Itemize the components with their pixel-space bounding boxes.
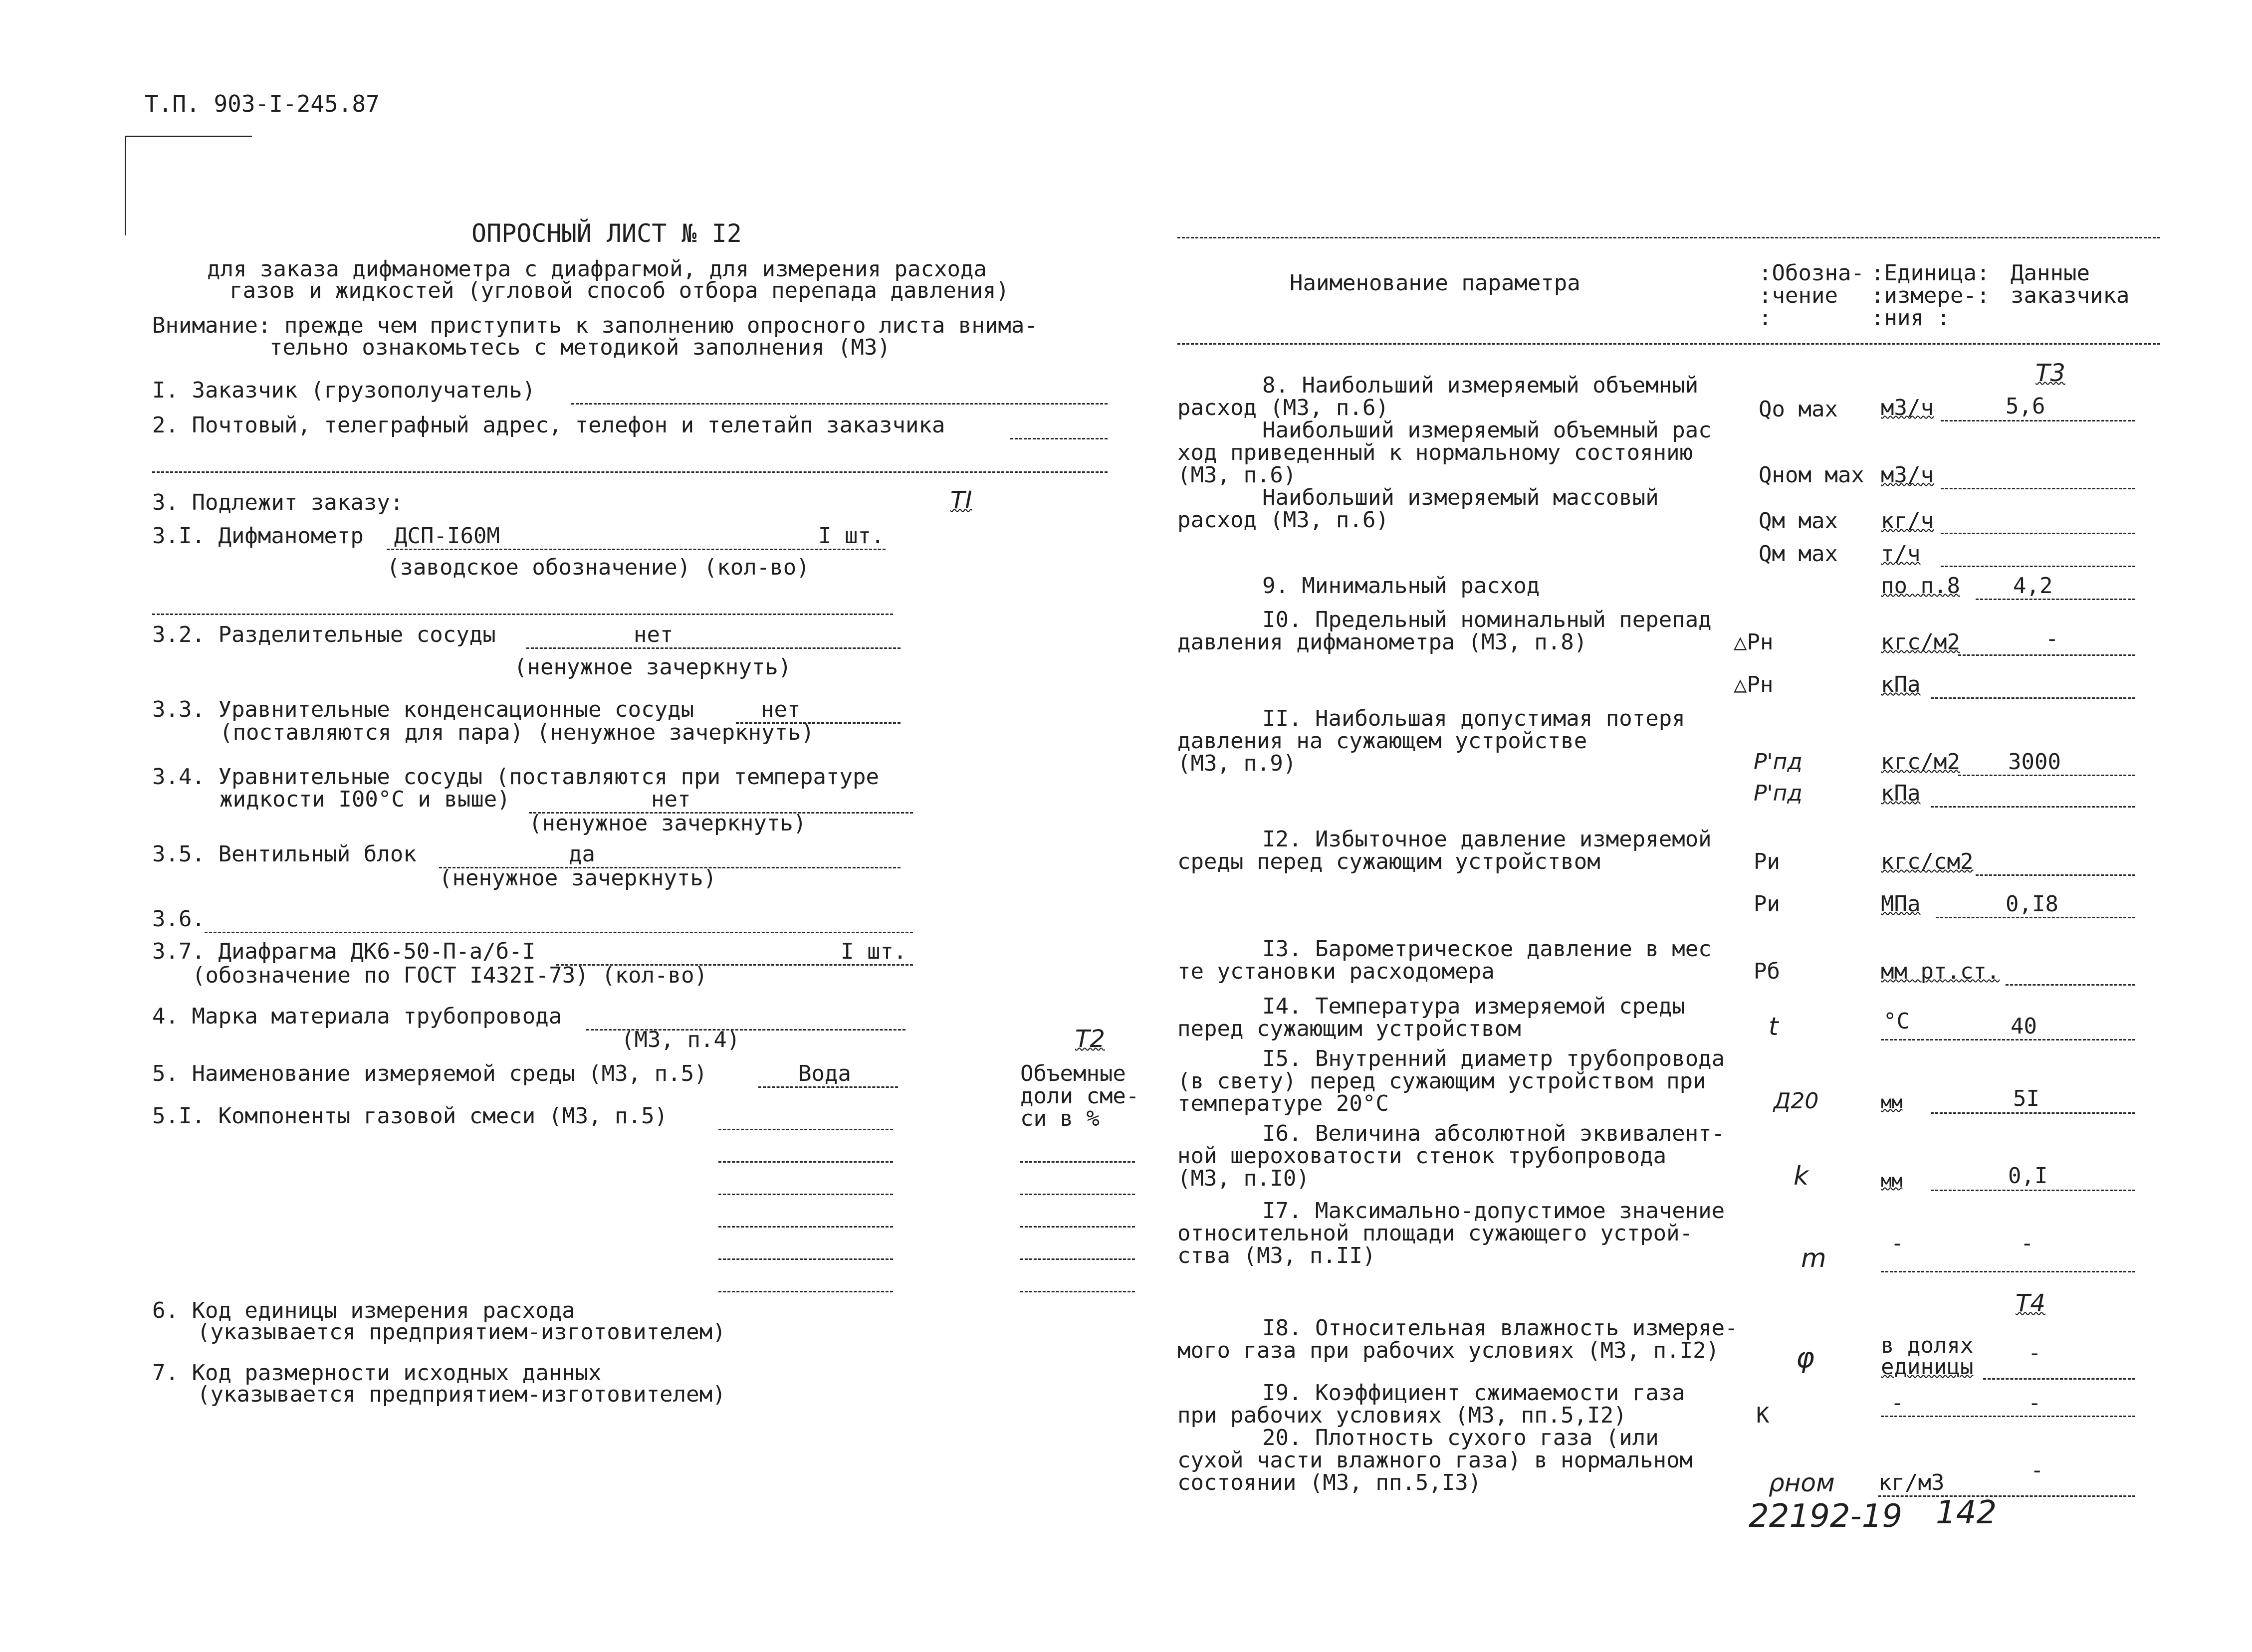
param-17-value: - (2021, 1231, 2034, 1256)
item-3-2-field[interactable] (526, 647, 901, 649)
param-8c-label: расход (МЗ, п.6) (1177, 507, 1389, 533)
param-19-symbol: К (1756, 1403, 1770, 1428)
param-11-symbol: P'пд (1754, 749, 1802, 775)
item-3-7-label: 3.7. Диафрагма ДК6-50-П-а/б-I (152, 939, 536, 964)
table-header-rule (1177, 343, 2160, 345)
param-10-field[interactable] (1958, 654, 2135, 656)
table-marker-t2: T2 (1075, 1025, 1105, 1053)
param-10-field-2[interactable] (1931, 697, 2135, 699)
param-17-label: ства (МЗ, п.II) (1177, 1243, 1376, 1268)
param-11-label: давления на сужающем устройстве (1177, 728, 1587, 754)
volume-fraction-field[interactable] (1020, 1258, 1135, 1260)
param-19-unit: - (1891, 1390, 1904, 1416)
table-marker-t3: T3 (2035, 359, 2065, 387)
param-9-value: 4,2 (2013, 573, 2053, 599)
column-header-unit: :Единица: (1871, 260, 1990, 286)
gas-component-field[interactable] (718, 1226, 893, 1228)
param-8-value: 5,6 (2006, 394, 2045, 419)
item-3-1-caption: (заводское обозначение) (кол-во) (387, 555, 810, 580)
param-13-label: те установки расходомера (1177, 959, 1495, 984)
param-11-label: II. Наибольшая допустимая потеря (1262, 706, 1685, 731)
param-8b-field[interactable] (1941, 488, 2135, 489)
param-17-label: относительной площади сужающего устрой- (1177, 1221, 1693, 1246)
param-20-label: состоянии (МЗ, пп.5,I3) (1177, 1470, 1482, 1495)
column-header-unit: :измере-: (1871, 283, 1990, 308)
param-17-field[interactable] (1881, 1271, 2135, 1272)
param-17-unit: - (1891, 1231, 1904, 1256)
param-11-unit-2: кПа (1881, 781, 1921, 806)
param-18-field[interactable] (1983, 1378, 2135, 1380)
param-14-unit: °С (1883, 1009, 1910, 1034)
param-17-label: I7. Максимально-допустимое значение (1262, 1198, 1725, 1224)
item-3-4-label-line2: жидкости I00°С и выше) (220, 787, 510, 812)
item-3-1-qty: I шт. (818, 523, 885, 549)
gas-component-field[interactable] (718, 1258, 893, 1260)
param-8b-unit: м3/ч (1881, 462, 1934, 488)
item-3-1-field-line2[interactable] (152, 614, 893, 615)
param-15-unit: мм (1881, 1092, 1903, 1113)
param-10-unit-2: кПа (1881, 672, 1921, 697)
volume-fraction-field[interactable] (1020, 1161, 1135, 1163)
param-16-symbol: k (1794, 1161, 1809, 1191)
item-3-4-caption: (ненужное зачеркнуть) (529, 811, 807, 836)
item-3-7-qty: I шт. (841, 939, 907, 964)
param-12-value-2: 0,I8 (2006, 891, 2058, 917)
param-15-label: температуре 20°С (1177, 1091, 1389, 1116)
param-14-label: I4. Температура измеряемой среды (1262, 994, 1685, 1019)
param-20-field[interactable] (1878, 1495, 2135, 1497)
item-4-label: 4. Марка материала трубопровода (152, 1004, 562, 1029)
param-8-field[interactable] (1941, 420, 2135, 421)
item-5-field[interactable] (758, 1086, 898, 1088)
param-8c-unit: кг/ч (1881, 508, 1934, 534)
param-8c-symbol: Qм мах (1759, 508, 1838, 534)
param-8-label: расход (МЗ, п.6) (1177, 395, 1389, 420)
param-18-unit: в долях (1881, 1333, 1974, 1358)
table-marker-t1: TI (950, 486, 972, 514)
param-8b-label: Наибольший измеряемый объемный рас (1262, 417, 1712, 443)
item-3-1-value: ДСП-I60М (394, 523, 500, 549)
param-12-field-2[interactable] (1936, 917, 2135, 918)
item-3-7-caption: (обозначение по ГОСТ I432I-73) (кол-во) (192, 963, 708, 988)
param-12-field[interactable] (1976, 874, 2135, 876)
column-header-symbol: : (1759, 305, 1772, 331)
param-8c-label: Наибольший измеряемый массовый (1262, 485, 1659, 510)
gas-component-field[interactable] (718, 1291, 893, 1292)
item-3-5-label: 3.5. Вентильный блок (152, 841, 417, 867)
param-12-label: I2. Избыточное давление измеряемой (1262, 826, 1712, 852)
attention-note: тельно ознакомьтесь с методикой заполнения (МЗ) (269, 335, 891, 360)
column-header-data: Данные (2011, 260, 2090, 286)
param-12-label: среды перед сужающим устройством (1177, 849, 1600, 874)
form-title: ОПРОСНЫЙ ЛИСТ № I2 (471, 219, 742, 248)
param-15-symbol: Д20 (1774, 1088, 1819, 1114)
param-20-symbol: ρном (1769, 1468, 1835, 1497)
item-2-field-line2[interactable] (152, 471, 1108, 473)
param-8-symbol: Qо мах (1759, 397, 1838, 422)
item-3-4-value: нет (651, 787, 691, 812)
param-16-value: 0,I (2008, 1163, 2048, 1189)
param-14-symbol: t (1769, 1012, 1779, 1041)
item-3-3-label: 3.3. Уравнительные конденсационные сосуды (152, 697, 694, 722)
param-8c-symbol-2: Qм мах (1759, 541, 1838, 567)
volume-fraction-header: Объемные (1020, 1061, 1126, 1086)
param-11-value: 3000 (2008, 749, 2061, 775)
item-3-2-value: нет (634, 622, 674, 647)
item-5-value: Вода (798, 1061, 851, 1086)
param-20-unit: кг/м3 (1878, 1470, 1945, 1495)
param-11-field-2[interactable] (1931, 806, 2135, 808)
item-5-label: 5. Наименование измеряемой среды (МЗ, п.5) (152, 1061, 707, 1086)
param-18-label: I8. Относительная влажность измеряе- (1262, 1315, 1738, 1341)
param-11-label: (МЗ, п.9) (1177, 751, 1297, 776)
item-2-field[interactable] (1010, 438, 1108, 439)
column-header-data: заказчика (2011, 283, 2130, 308)
param-11-field[interactable] (1958, 775, 2135, 776)
param-15-value: 5I (2013, 1086, 2039, 1111)
param-18-label: мого газа при рабочих условиях (МЗ, п.I2) (1177, 1338, 1720, 1363)
divider (125, 136, 252, 137)
footer-registration-code: 22192-19 (1749, 1498, 1903, 1535)
param-20-value: - (2030, 1457, 2044, 1483)
param-12-unit: кгс/см2 (1881, 849, 1974, 874)
item-6-caption: (указывается предприятием-изготовителем) (197, 1319, 726, 1345)
param-16-unit: мм (1881, 1171, 1903, 1191)
column-header-symbol: :чение (1759, 283, 1838, 308)
param-8b-label: ход приведенный к нормальному состоянию (1177, 440, 1693, 465)
volume-fraction-field[interactable] (1020, 1291, 1135, 1292)
param-11-symbol-2: P'пд (1754, 781, 1802, 806)
form-subtitle: для заказа дифманометра с диафрагмой, для измерения расхода (207, 256, 987, 282)
item-3-6-field[interactable] (205, 932, 913, 933)
item-4-caption: (МЗ, п.4) (621, 1027, 740, 1052)
table-top-rule (1177, 237, 2160, 238)
volume-fraction-field[interactable] (1020, 1226, 1135, 1228)
param-8c-field[interactable] (1941, 533, 2135, 534)
param-10-label: давления дифманометра (МЗ, п.8) (1177, 629, 1587, 655)
form-subtitle: газов и жидкостей (угловой способ отбора перепада давления) (229, 278, 1009, 303)
item-3-2-label: 3.2. Разделительные сосуды (152, 622, 496, 647)
item-3-5-value: да (569, 841, 595, 867)
item-3-3-value: нет (761, 697, 801, 722)
param-14-value: 40 (2011, 1014, 2037, 1039)
param-13-field[interactable] (2006, 984, 2135, 986)
item-7-caption: (указывается предприятием-изготовителем) (197, 1382, 726, 1407)
document-code: Т.П. 903-I-245.87 (145, 90, 380, 117)
param-20-label: сухой части влажного газа) в нормальном (1177, 1447, 1693, 1473)
param-16-label: (МЗ, п.I0) (1177, 1166, 1310, 1191)
param-19-value: - (2028, 1390, 2041, 1416)
item-3-2-caption: (ненужное зачеркнуть) (514, 654, 792, 680)
param-12-symbol-2: Ри (1754, 891, 1780, 917)
volume-fraction-header: доли сме- (1020, 1083, 1139, 1109)
param-10-value: - (2045, 626, 2059, 651)
param-10-symbol-2: △Рн (1734, 672, 1774, 697)
param-8c-field-2[interactable] (1941, 566, 2135, 567)
param-15-label: (в свету) перед сужающим устройством при (1177, 1068, 1706, 1094)
param-15-field[interactable] (1931, 1112, 2135, 1114)
gas-component-field[interactable] (718, 1194, 893, 1195)
param-13-symbol: Pб (1754, 959, 1780, 984)
item-3-3-caption: (поставляются для пара) (ненужное зачеркнуть) (220, 720, 815, 745)
item-3-4-label: 3.4. Уравнительные сосуды (поставляются при температуре (152, 764, 879, 790)
item-2-label: 2. Почтовый, телеграфный адрес, телефон и телетайп заказчика (152, 413, 945, 438)
param-18-value: - (2028, 1340, 2041, 1366)
item-3-1-field[interactable] (387, 549, 886, 550)
param-10-symbol: △Рн (1734, 629, 1774, 655)
item-3-label: 3. Подлежит заказу: (152, 490, 404, 515)
param-9-field[interactable] (1976, 599, 2135, 600)
param-16-label: ной шероховатости стенок трубопровода (1177, 1143, 1667, 1169)
gas-component-field[interactable] (718, 1129, 893, 1130)
param-8b-symbol: Qном мах (1759, 462, 1864, 488)
param-10-label: I0. Предельный номинальный перепад (1262, 607, 1712, 632)
volume-fraction-header: си в % (1020, 1106, 1100, 1131)
table-marker-t4: T4 (2016, 1289, 2045, 1317)
column-header-symbol: :Обозна- (1759, 260, 1864, 286)
param-8-unit: м3/ч (1881, 395, 1934, 420)
param-14-field[interactable] (1881, 1039, 2135, 1040)
param-8b-label: (МЗ, п.6) (1177, 462, 1297, 488)
volume-fraction-field[interactable] (1020, 1194, 1135, 1195)
column-header-unit: :ния : (1871, 305, 1950, 331)
param-19-field[interactable] (1881, 1416, 2135, 1417)
item-1-field[interactable] (571, 403, 1108, 405)
item-3-6-label: 3.6. (152, 906, 205, 932)
item-1-label: I. Заказчик (грузополучатель) (152, 378, 536, 403)
param-12-symbol: Ри (1754, 849, 1780, 874)
param-13-label: I3. Барометрическое давление в мес (1262, 936, 1712, 962)
item-5-1-label: 5.I. Компоненты газовой смеси (МЗ, п.5) (152, 1103, 668, 1129)
attention-note: Внимание: прежде чем приступить к заполнению опросного листа внима- (152, 313, 1038, 338)
param-19-label: I9. Коэффициент сжимаемости газа (1262, 1380, 1685, 1406)
param-15-label: I5. Внутренний диаметр трубопровода (1262, 1046, 1725, 1071)
param-17-symbol: m (1801, 1243, 1826, 1273)
param-18-symbol: φ (1796, 1342, 1814, 1374)
param-13-unit: мм рт.ст. (1881, 959, 2000, 984)
param-19-label: при рабочих условиях (МЗ, пп.5,I2) (1177, 1403, 1627, 1428)
param-20-label: 20. Плотность сухого газа (или (1262, 1425, 1659, 1450)
param-18-unit: единицы (1881, 1354, 1974, 1380)
item-3-1-label: 3.I. Дифманометр (152, 523, 364, 549)
param-11-unit: кгс/м2 (1881, 749, 1960, 775)
param-12-unit-2: МПа (1881, 891, 1921, 917)
param-8-label: 8. Наибольший измеряемый объемный (1262, 373, 1699, 398)
param-9-label: 9. Минимальный расход (1262, 573, 1540, 599)
item-3-5-caption: (ненужное зачеркнуть) (439, 865, 717, 891)
param-16-field[interactable] (1931, 1190, 2135, 1191)
item-7-label: 7. Код размерности исходных данных (152, 1360, 602, 1386)
param-14-label: перед сужающим устройством (1177, 1016, 1521, 1041)
footer-page-number: 142 (1936, 1494, 1997, 1531)
param-16-label: I6. Величина абсолютной эквивалент- (1262, 1121, 1725, 1146)
param-9-unit: по п.8 (1881, 573, 1960, 599)
param-8c-unit-2: т/ч (1881, 541, 1921, 567)
item-6-label: 6. Код единицы измерения расхода (152, 1298, 575, 1323)
column-header-parameter: Наименование параметра (1290, 270, 1580, 296)
margin-line (125, 136, 126, 235)
gas-component-field[interactable] (718, 1161, 893, 1163)
param-10-unit: кгс/м2 (1881, 629, 1960, 655)
